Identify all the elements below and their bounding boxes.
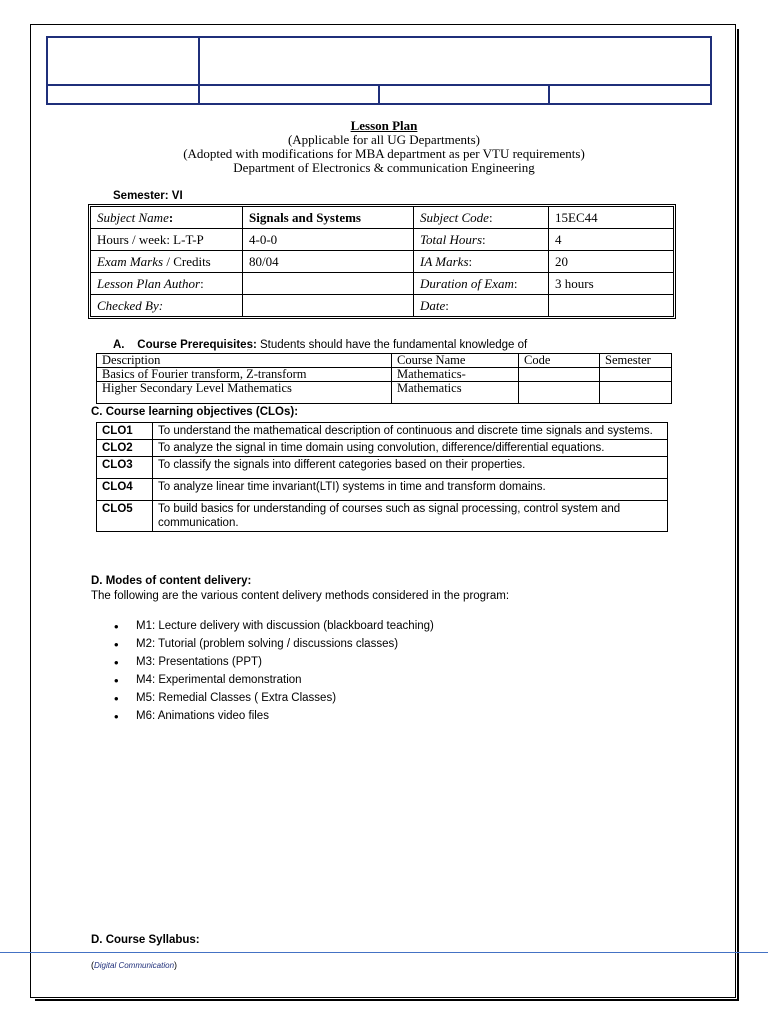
- list-item: • M6: Animations video files: [136, 710, 434, 728]
- duration-value: 3 hours: [549, 273, 674, 295]
- date-value: [549, 295, 674, 317]
- prereq-heading: A. Course Prerequisites: Students should have the fundamental knowledge of: [113, 339, 528, 351]
- table-row: [97, 368, 672, 382]
- title-line-3: Department of Electronics & communication Engineering: [233, 160, 535, 175]
- author-value: [243, 273, 414, 295]
- prereq-header: Course Name: [392, 354, 519, 368]
- list-item: • M1: Lecture delivery with discussion (blackboard teaching): [136, 620, 434, 638]
- clo-code: CLO5: [97, 501, 153, 532]
- duration-label: Duration of Exam:: [414, 273, 549, 295]
- prereq-cell: Mathematics: [392, 382, 519, 404]
- ia-marks-value: 20: [549, 251, 674, 273]
- header-cell: [199, 85, 379, 104]
- table-row: [97, 440, 668, 457]
- header-title-cell: [199, 37, 711, 85]
- subject-table: [90, 206, 674, 317]
- clo-text: To understand the mathematical description of continuous and discrete time signals and systems.: [153, 423, 668, 440]
- modes-list: [110, 620, 434, 728]
- exam-marks-label: Exam Marks / Credits: [91, 251, 243, 273]
- prereq-cell: [519, 368, 600, 382]
- title-line-2: (Adopted with modifications for MBA department as per VTU requirements): [183, 146, 585, 161]
- clo-text: To analyze linear time invariant(LTI) systems in time and transform domains.: [153, 479, 668, 501]
- clo-code: CLO1: [97, 423, 153, 440]
- document-title: Lesson Plan: [350, 118, 418, 133]
- subject-code-value: 15EC44: [549, 207, 674, 229]
- date-label: Date:: [414, 295, 549, 317]
- modes-heading: D. Modes of content delivery:: [91, 575, 252, 587]
- clo-table: [96, 422, 668, 532]
- author-label: Lesson Plan Author:: [91, 273, 243, 295]
- table-row: [97, 457, 668, 479]
- table-row: [97, 382, 672, 404]
- table-row: [97, 479, 668, 501]
- subject-code-label: Subject Code:: [414, 207, 549, 229]
- subject-name-value: Signals and Systems: [243, 207, 414, 229]
- prereq-cell: Basics of Fourier transform, Z-transform: [97, 368, 392, 382]
- clo-text: To analyze the signal in time domain using convolution, difference/differential equations.: [153, 440, 668, 457]
- header-cell: [47, 85, 199, 104]
- prereq-header: Semester: [600, 354, 672, 368]
- total-hours-label: Total Hours:: [414, 229, 549, 251]
- header-table: [46, 36, 712, 105]
- clo-text: To classify the signals into different categories based on their properties.: [153, 457, 668, 479]
- syllabus-heading: D. Course Syllabus:: [91, 934, 200, 946]
- clo-heading: C. Course learning objectives (CLOs):: [91, 406, 299, 418]
- subject-name-label: Subject Name:: [91, 207, 243, 229]
- list-item: • M4: Experimental demonstration: [136, 674, 434, 692]
- header-cell: [549, 85, 711, 104]
- clo-text: To build basics for understanding of courses such as signal processing, control system and communication.: [153, 501, 668, 532]
- semester-label: Semester: VI: [113, 190, 183, 202]
- list-item: • M5: Remedial Classes ( Extra Classes): [136, 692, 434, 710]
- ia-marks-label: IA Marks:: [414, 251, 549, 273]
- prereq-cell: [600, 382, 672, 404]
- table-row: [97, 501, 668, 532]
- header-logo-cell: [47, 37, 199, 85]
- clo-code: CLO2: [97, 440, 153, 457]
- prereq-header: Code: [519, 354, 600, 368]
- hours-label: Hours / week: L-T-P: [91, 229, 243, 251]
- prereq-cell: Higher Secondary Level Mathematics: [97, 382, 392, 404]
- title-block: [0, 119, 768, 175]
- footer-divider: [0, 952, 768, 953]
- list-item: • M3: Presentations (PPT): [136, 656, 434, 674]
- prereq-cell: [600, 368, 672, 382]
- total-hours-value: 4: [549, 229, 674, 251]
- title-line-1: (Applicable for all UG Departments): [287, 132, 481, 147]
- hours-value: 4-0-0: [243, 229, 414, 251]
- footer-text: (Digital Communication): [91, 960, 178, 970]
- exam-marks-value: 80/04: [243, 251, 414, 273]
- modes-intro: The following are the various content delivery methods considered in the program:: [91, 590, 510, 602]
- table-row: [97, 423, 668, 440]
- prereq-table: [96, 353, 672, 404]
- prereq-header: Description: [97, 354, 392, 368]
- list-item: • M2: Tutorial (problem solving / discussions classes): [136, 638, 434, 656]
- clo-code: CLO3: [97, 457, 153, 479]
- prereq-cell: [519, 382, 600, 404]
- checked-by-value: [243, 295, 414, 317]
- clo-code: CLO4: [97, 479, 153, 501]
- prereq-cell: Mathematics-: [392, 368, 519, 382]
- checked-by-label: Checked By:: [91, 295, 243, 317]
- header-cell: [379, 85, 549, 104]
